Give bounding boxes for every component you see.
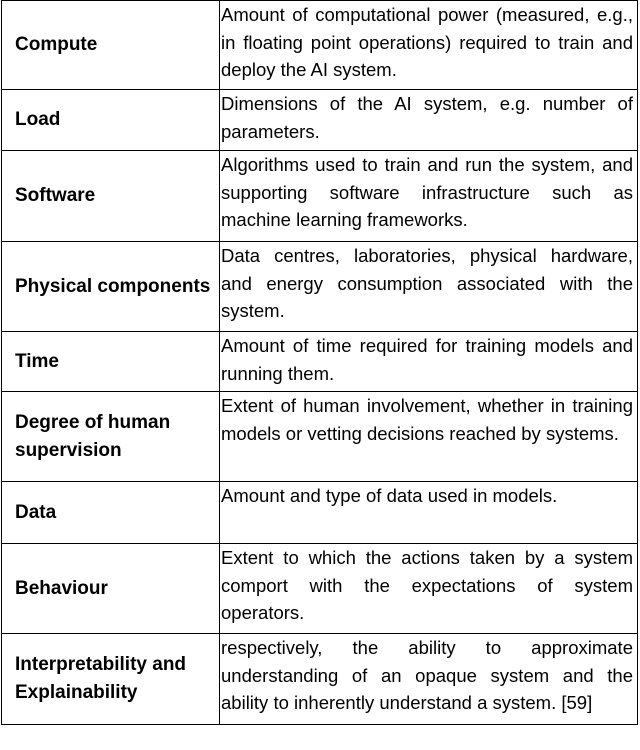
definition-cell	[220, 634, 638, 725]
term-label: Physical components	[15, 275, 211, 297]
definition-text: Dimensions of the AI system, e.g. number of parameters.	[221, 93, 633, 142]
table-row-data	[2, 482, 638, 544]
term-cell	[2, 151, 220, 242]
term-cell	[2, 332, 220, 392]
definition-text: Data centres, laboratories, physical hardware, and energy consumption associated with the system.	[221, 245, 633, 321]
definition-cell	[220, 1, 638, 90]
definition-cell	[220, 482, 638, 544]
term-cell	[2, 634, 220, 725]
table-row-compute	[2, 1, 638, 90]
definition-cell	[220, 544, 638, 634]
table-row-physical-components	[2, 242, 638, 332]
definition-cell	[220, 332, 638, 392]
term-cell	[2, 544, 220, 634]
definition-cell	[220, 392, 638, 482]
table-row-time	[2, 332, 638, 392]
term-label: Behaviour	[15, 577, 108, 599]
definition-text: Amount and type of data used in models.	[221, 485, 558, 506]
term-cell	[2, 90, 220, 151]
table-row-human-supervision	[2, 392, 638, 482]
term-cell	[2, 242, 220, 332]
table-row-behaviour	[2, 544, 638, 634]
definition-text: Amount of computational power (measured, e.g., in floating point operations) required to train and deploy the AI system.	[221, 4, 633, 80]
term-cell	[2, 482, 220, 544]
term-label: Software	[15, 185, 96, 206]
term-label: Interpretability and Explainability	[15, 654, 187, 703]
term-cell	[2, 392, 220, 482]
definition-text: Extent of human involvement, whether in training models or vetting decisions reached by systems.	[221, 395, 633, 444]
definition-text: respectively, the ability to approximate understanding of an opaque system and the ability to inherently understand a system. [59]	[221, 637, 633, 713]
table-row-interpretability	[2, 634, 638, 725]
term-label: Time	[15, 350, 60, 372]
definition-text: Extent to which the actions taken by a system comport with the expectations of system operators.	[221, 547, 633, 623]
definition-cell	[220, 90, 638, 151]
term-cell	[2, 1, 220, 90]
term-label: Degree of human supervision	[15, 411, 171, 461]
definition-text: Amount of time required for training models and running them.	[221, 335, 633, 384]
table-row-software	[2, 151, 638, 242]
table-row-load	[2, 90, 638, 151]
term-label: Compute	[15, 34, 98, 55]
definitions-table	[1, 0, 638, 725]
term-label: Load	[15, 109, 61, 130]
definition-text: Algorithms used to train and run the system, and supporting software infrastructure such as machine learning frameworks.	[221, 154, 633, 230]
term-label: Data	[15, 501, 57, 523]
definition-cell	[220, 242, 638, 332]
definition-cell	[220, 151, 638, 242]
